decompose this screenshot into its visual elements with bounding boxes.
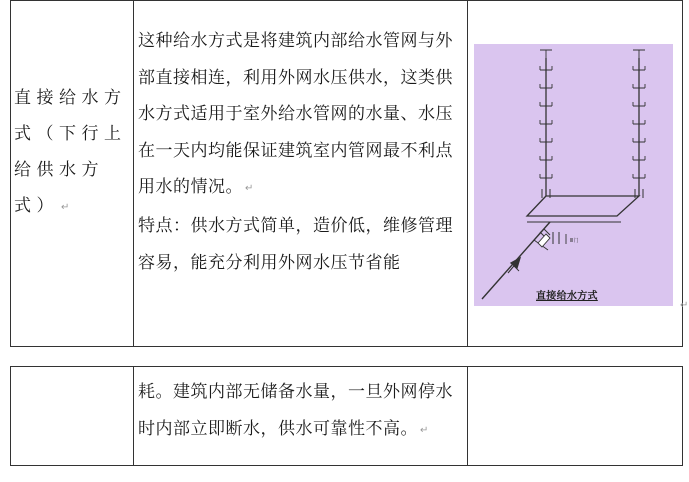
carriage-return-icon: ↵ xyxy=(245,183,254,195)
method-name: 直接给水方式（下行上给供水方式） xyxy=(14,88,127,216)
water-supply-diagram xyxy=(474,44,673,306)
carriage-return-icon: ↵ xyxy=(420,424,429,436)
svg-text:Ⅲ门: Ⅲ门 xyxy=(570,238,579,244)
carriage-return-icon: ↵ xyxy=(61,202,70,213)
column-divider xyxy=(133,367,134,465)
carriage-return-icon: ↵ xyxy=(680,300,689,311)
description-cell xyxy=(138,23,468,281)
column-divider xyxy=(133,1,134,346)
features-continued-text: 耗。建筑内部无储备水量，一旦外网停水时内部立即断水，供水可靠性不高。 xyxy=(138,382,453,439)
piping-illustration xyxy=(474,44,673,306)
method-name-cell xyxy=(14,80,129,226)
features-continued-cell xyxy=(138,374,468,449)
description-text: 这种给水方式是将建筑内部给水管网与外部直接相连，利用外网水压供水，这类供水方式适用于室外给水管网的水量、水压在一天内均能保证建筑室内管网最不利点用水的情况。 xyxy=(138,31,453,198)
diagram-caption: 直接给水方式 xyxy=(536,291,598,302)
features-text: 特点：供水方式简单，造价低，维修管理容易，能充分利用外网水压节省能 xyxy=(138,215,453,273)
